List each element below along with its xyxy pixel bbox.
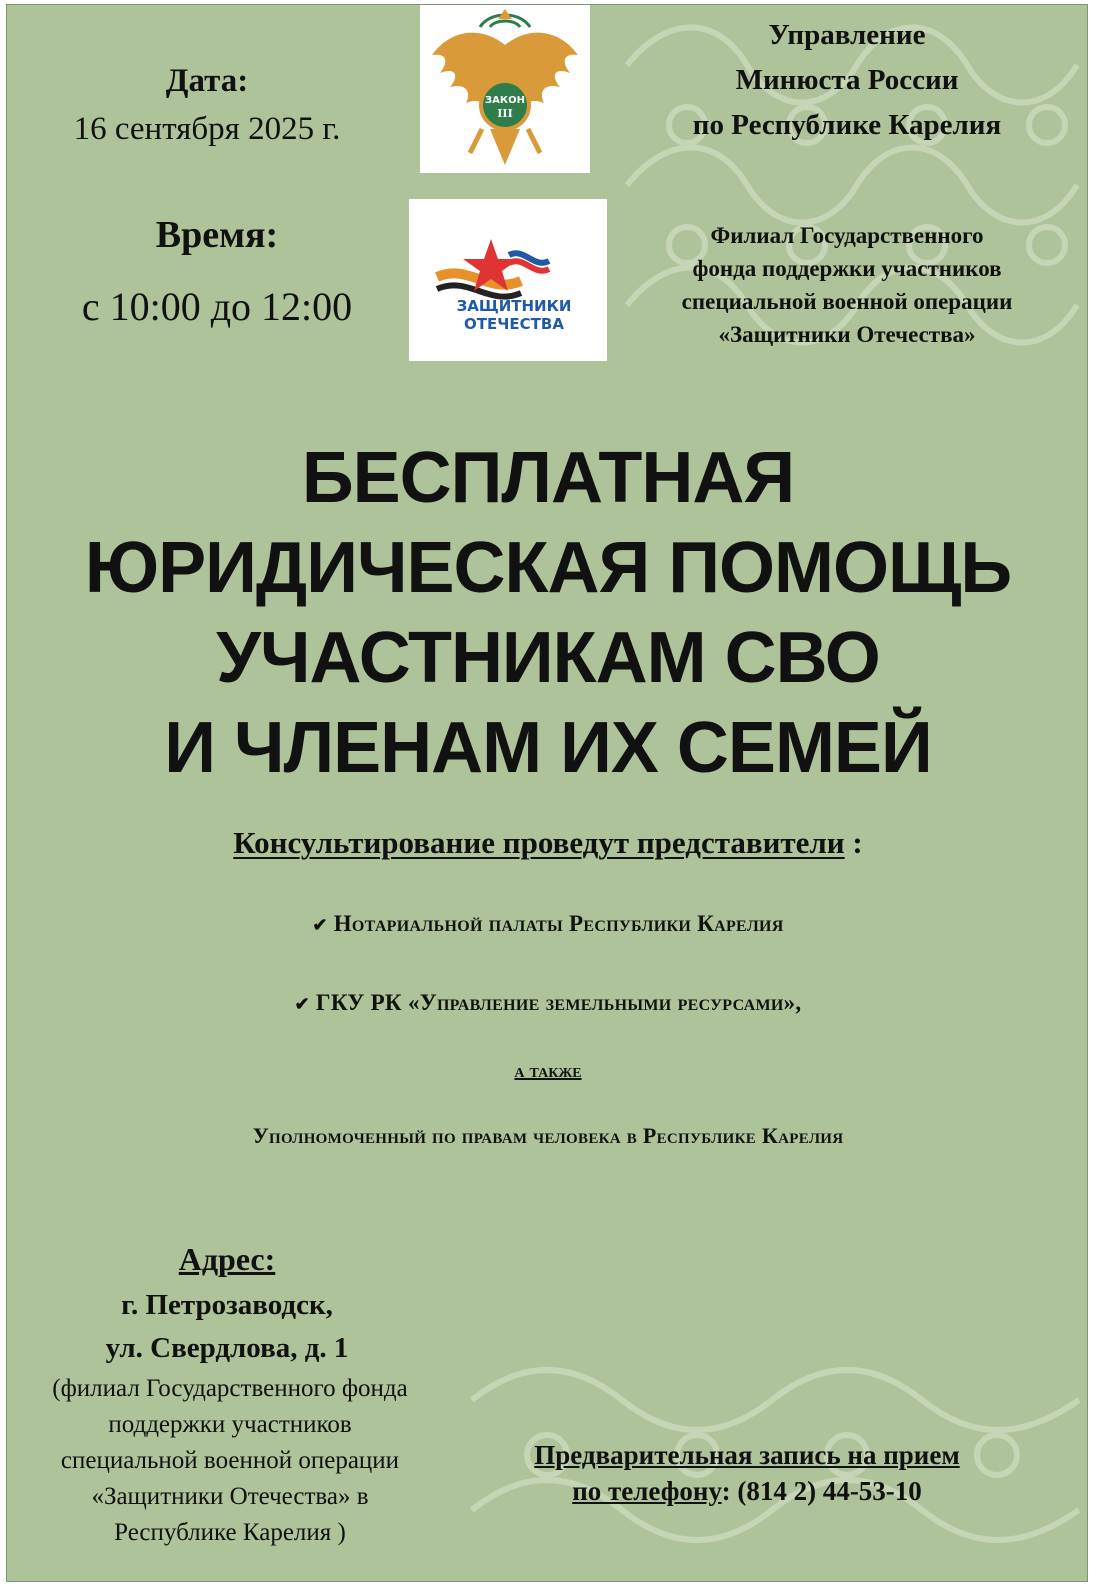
checkmark-icon: ✔ (294, 994, 310, 1014)
ministry-line: по Республике Карелия (692, 109, 1002, 141)
also-label: а также (514, 1060, 582, 1082)
fund-title (627, 219, 1067, 351)
address-note-line: поддержки участников (108, 1411, 352, 1438)
ministry-line: Управление (768, 19, 926, 51)
address-note-line: «Защитники Отечества» в (91, 1483, 369, 1510)
fund-logo-line2: ОТЕЧЕСТВА (464, 315, 564, 333)
address-note-line: (филиал Государственного фонда (52, 1375, 408, 1402)
fund-logo (409, 199, 607, 361)
time-label: Время: (155, 214, 279, 256)
fund-line: фонда поддержки участников (692, 256, 1002, 281)
booking-line1: Предварительная запись на прием (534, 1440, 960, 1470)
flyer-page (6, 4, 1088, 1582)
date-value: 16 сентября 2025 г. (73, 111, 341, 147)
consult-suffix: : (844, 825, 863, 860)
svg-text:III: III (497, 107, 513, 120)
consult-label: Консультирование проведут представители (233, 825, 845, 860)
booking-phone-link: по телефону (572, 1476, 722, 1506)
emblem-text: ЗАКОН (485, 95, 525, 106)
ministry-title (647, 13, 1047, 148)
address-note (15, 1371, 445, 1551)
address-street: ул. Свердлова, д. 1 (105, 1332, 349, 1364)
double-headed-eagle-icon (420, 5, 590, 173)
address-note-line: специальной военной операции (60, 1447, 400, 1474)
fund-line: специальной военной операции (681, 289, 1013, 314)
booking-info (497, 1437, 997, 1509)
ministry-line: Минюста России (735, 64, 959, 96)
date-label: Дата: (165, 63, 249, 99)
fund-logo-line1: ЗАЩИТНИКИ (456, 297, 572, 315)
fund-line: Филиал Государственного (710, 223, 984, 248)
page-title (7, 433, 1088, 793)
participant-item (7, 990, 1088, 1016)
participant-label: Нотариальной палаты Республики Карелия (333, 911, 784, 936)
participant-label: ГКУ РК «Управление земельными ресурсами», (315, 990, 802, 1015)
checkmark-icon: ✔ (312, 915, 328, 935)
headline-line: ЮРИДИЧЕСКАЯ ПОМОЩЬ (84, 528, 1012, 608)
consult-heading (7, 825, 1088, 861)
headline-line: И ЧЛЕНАМ ИХ СЕМЕЙ (164, 708, 932, 788)
time-value: с 10:00 до 12:00 (81, 284, 353, 329)
headline-line: УЧАСТНИКАМ СВО (216, 618, 880, 698)
address-note-line: Республике Карелия ) (114, 1519, 346, 1546)
fund-line: «Защитники Отечества» (718, 322, 976, 347)
booking-phone-number: : (814 2) 44-53-10 (721, 1476, 922, 1506)
participant-item (7, 911, 1088, 937)
address-title: Адрес: (178, 1241, 276, 1277)
address-city: г. Петрозаводск, (121, 1289, 333, 1321)
headline-line: БЕСПЛАТНАЯ (301, 438, 795, 518)
ombudsman-label: Уполномоченный по правам человека в Республике Карелия (252, 1123, 844, 1148)
ministry-emblem (420, 5, 590, 173)
